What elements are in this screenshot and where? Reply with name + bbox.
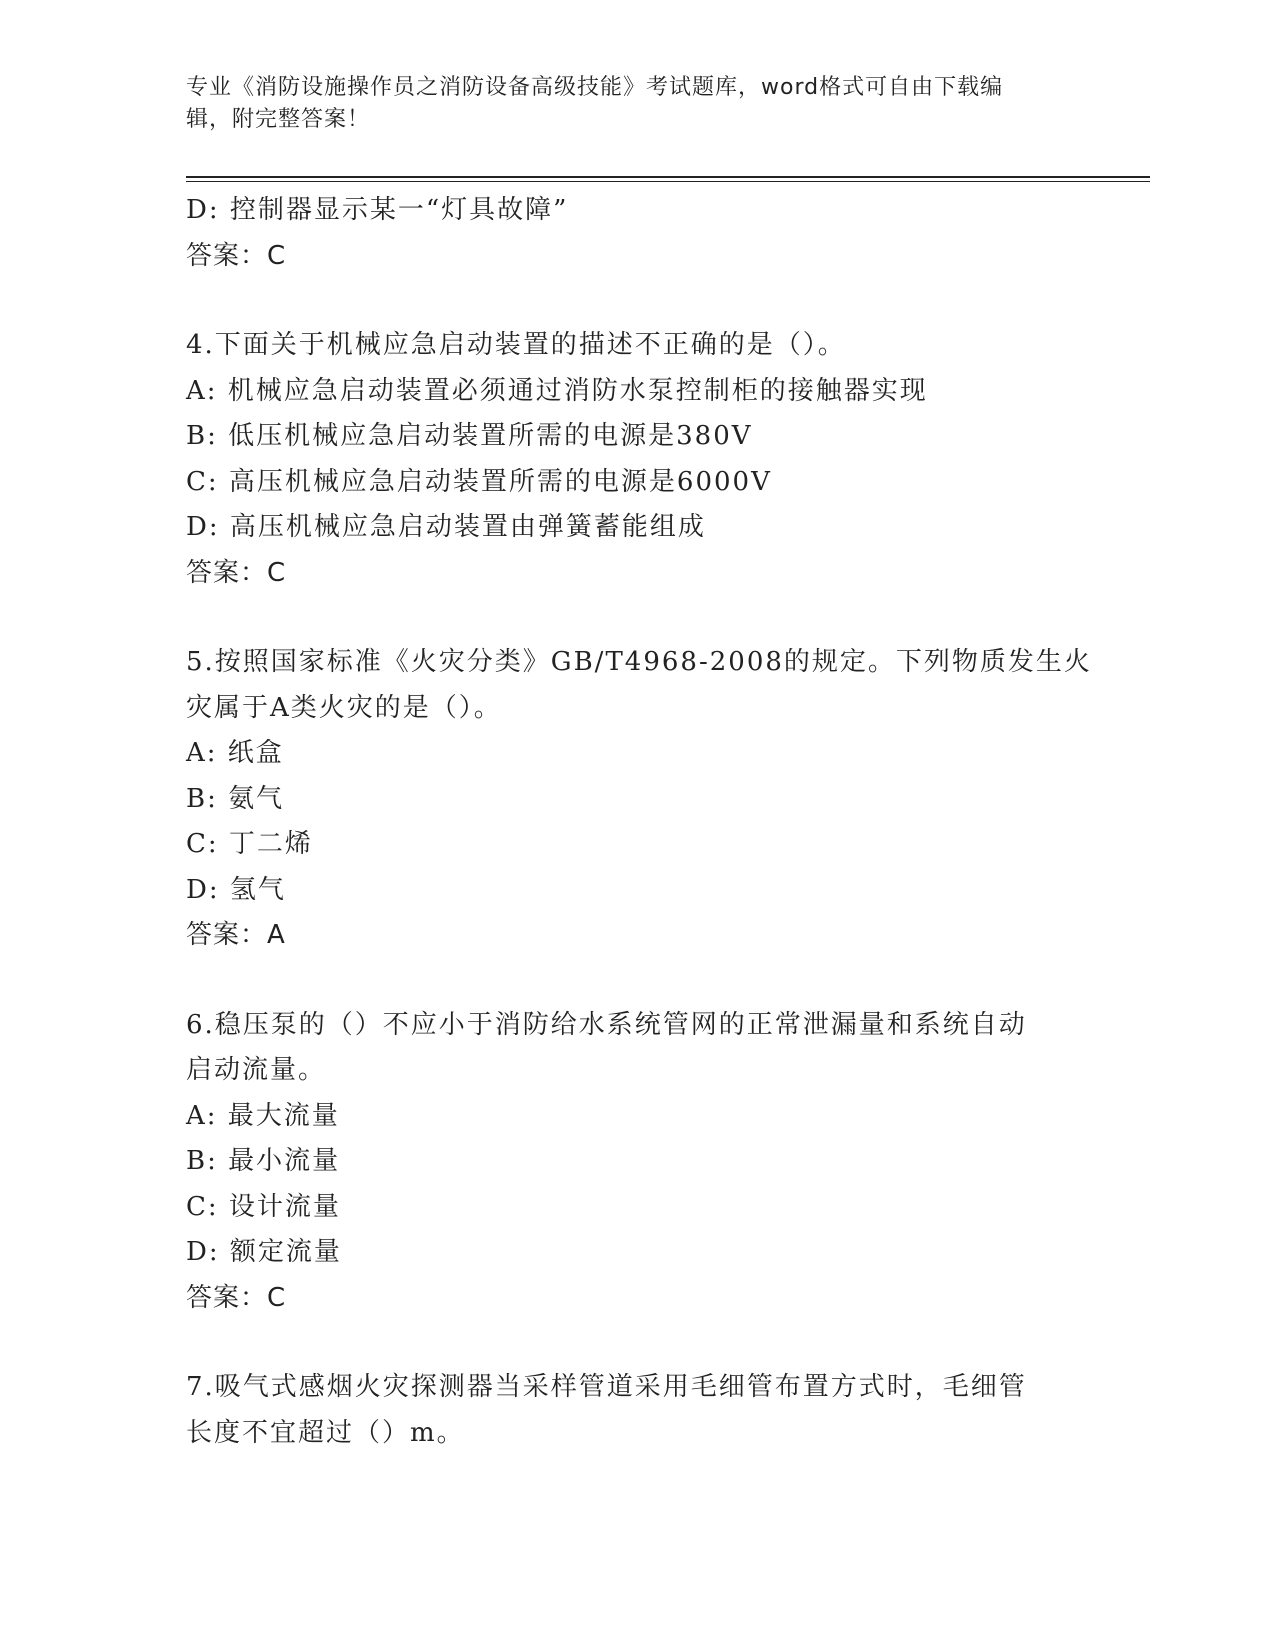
option-b: B: 低压机械应急启动装置所需的电源是380V <box>186 421 753 451</box>
question-stem-continued: 启动流量。 <box>186 1055 327 1085</box>
option-b: B: 氨气 <box>186 783 285 814</box>
question-stem: 6.稳压泵的（）不应小于消防给水系统管网的正常泄漏量和系统自动 <box>186 1009 1027 1040</box>
question-4 <box>186 323 1086 596</box>
answer-label: 答案：A <box>186 920 286 950</box>
option-d: D: 高压机械应急启动装置由弹簧蓄能组成 <box>186 512 706 542</box>
option-b: B: 最小流量 <box>186 1146 341 1176</box>
header-divider-thin <box>186 181 1150 182</box>
answer-label: 答案：C <box>186 1282 287 1313</box>
option-c: C: 丁二烯 <box>186 829 313 859</box>
question-list <box>186 188 1092 1456</box>
question-stem-continued: 长度不宜超过（）m。 <box>186 1417 465 1448</box>
header-divider-thick <box>186 176 1150 178</box>
option-c: C: 设计流量 <box>186 1191 341 1222</box>
answer-label: 答案：C <box>186 557 287 588</box>
question-7 <box>186 1365 1086 1456</box>
option-c: C: 高压机械应急启动装置所需的电源是6000V <box>186 466 772 497</box>
option-a: A: 最大流量 <box>186 1100 340 1131</box>
answer-label: 答案：C <box>186 240 287 271</box>
header-line-1: 专业《消防设施操作员之消防设备高级技能》考试题库，word格式可自由下载编 <box>186 75 1004 100</box>
question-3-continued <box>186 188 1086 279</box>
question-stem-continued: 灾属于A类火灾的是（）。 <box>186 692 502 723</box>
question-5 <box>186 640 1092 959</box>
option-d: D: 氢气 <box>186 874 286 905</box>
option-d: D: 控制器显示某一“灯具故障” <box>186 195 569 225</box>
option-a: A: 纸盒 <box>186 738 284 768</box>
option-a: A: 机械应急启动装置必须通过消防水泵控制柜的接触器实现 <box>186 375 928 406</box>
question-stem: 5.按照国家标准《火灾分类》GB/T4968-2008的规定。下列物质发生火 <box>186 647 1092 677</box>
question-stem: 4.下面关于机械应急启动装置的描述不正确的是（）。 <box>186 330 846 360</box>
option-d: D: 额定流量 <box>186 1237 342 1267</box>
question-6 <box>186 1003 1086 1322</box>
header-line-2: 辑，附完整答案！ <box>186 107 371 132</box>
document-header <box>186 72 1066 136</box>
question-stem: 7.吸气式感烟火灾探测器当采样管道采用毛细管布置方式时，毛细管 <box>186 1372 1027 1402</box>
